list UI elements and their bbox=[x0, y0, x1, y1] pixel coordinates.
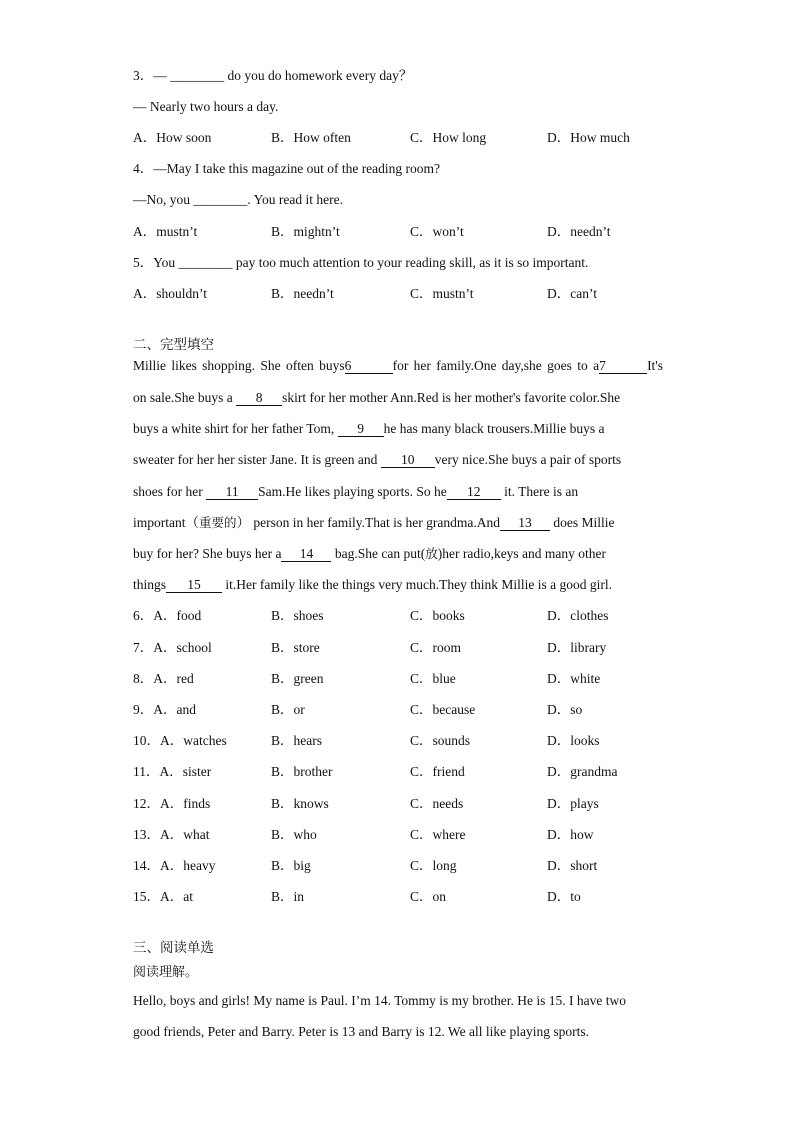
section-3-subheading: 阅读理解。 bbox=[133, 965, 199, 980]
passage-text: buy for her? She buys her a bbox=[133, 546, 282, 561]
blank-13: 13 bbox=[500, 516, 550, 531]
q5-prefix: 5．You bbox=[133, 255, 179, 270]
q5-suffix: pay too much attention to your reading skill, as it is so important. bbox=[232, 255, 589, 270]
cloze-option-b: B．knows bbox=[271, 796, 329, 811]
q5-option-c: C．mustn’t bbox=[410, 286, 474, 301]
cloze-option-b: B．who bbox=[271, 827, 317, 842]
cloze-option-d: D．short bbox=[547, 858, 598, 873]
passage-line-8 bbox=[133, 576, 612, 594]
q3-option-c: C．How long bbox=[410, 130, 487, 145]
cloze-option-c: C．because bbox=[410, 702, 476, 717]
cloze-option-b: B．shoes bbox=[271, 608, 324, 623]
passage-text: It's bbox=[647, 358, 663, 373]
passage-text: he has many black trousers.Millie buys a bbox=[383, 421, 605, 436]
q4-answer bbox=[133, 191, 343, 209]
cloze-option-a: 9．A．and bbox=[133, 702, 196, 717]
passage-text: for her family.One day,she goes to a bbox=[392, 358, 600, 373]
cloze-row bbox=[133, 826, 673, 844]
q3-number: 3．— bbox=[133, 68, 167, 83]
cloze-option-c: C．where bbox=[410, 827, 466, 842]
cloze-option-d: D．how bbox=[547, 827, 594, 842]
q3-answer: — Nearly two hours a day. bbox=[133, 99, 279, 114]
reading-paragraph-line-1: Hello, boys and girls! My name is Paul. I’m 14. Tommy is my brother. He is 15. I have two bbox=[133, 993, 627, 1008]
passage-text: it.Her family like the things very much.They think Millie is a good girl. bbox=[222, 577, 612, 592]
q4-options bbox=[133, 223, 673, 241]
passage-line-7 bbox=[133, 545, 606, 563]
q5-option-b: B．needn’t bbox=[271, 286, 334, 301]
section-2-heading: 二、完型填空 bbox=[133, 337, 214, 353]
passage-text: things bbox=[133, 577, 167, 592]
passage-text: skirt for her mother Ann.Red is her mother's favorite color.She bbox=[282, 390, 621, 405]
cloze-row bbox=[133, 670, 673, 688]
cloze-option-c: C．long bbox=[410, 858, 457, 873]
cloze-option-c: C．books bbox=[410, 608, 465, 623]
cloze-option-a: 10．A．watches bbox=[133, 733, 227, 748]
q4-option-c: C．won’t bbox=[410, 224, 464, 239]
cloze-row bbox=[133, 732, 673, 750]
q3-option-b: B．How often bbox=[271, 130, 351, 145]
passage-chinese-gloss: 放 bbox=[425, 546, 438, 561]
passage-text: it. There is an bbox=[500, 484, 579, 499]
passage-text: shoes for her bbox=[133, 484, 207, 499]
cloze-option-c: C．friend bbox=[410, 764, 465, 779]
cloze-row bbox=[133, 795, 673, 813]
blank-11: 11 bbox=[206, 485, 258, 500]
cloze-option-b: B．big bbox=[271, 858, 311, 873]
passage-text: buys a white shirt for her father Tom, bbox=[133, 421, 338, 436]
cloze-option-d: D．library bbox=[547, 640, 607, 655]
cloze-option-d: D．white bbox=[547, 671, 601, 686]
cloze-option-b: B．hears bbox=[271, 733, 322, 748]
passage-text: Sam.He likes playing sports. So he bbox=[258, 484, 447, 499]
passage-chinese-gloss: 重要的 bbox=[199, 515, 237, 530]
q3-option-a: A．How soon bbox=[133, 130, 212, 145]
passage-text: important（ bbox=[133, 515, 199, 530]
passage-line-3 bbox=[133, 420, 604, 438]
blank-7: 7 bbox=[599, 359, 647, 374]
cloze-option-a: 7．A．school bbox=[133, 640, 212, 655]
q5-option-d: D．can’t bbox=[547, 286, 597, 301]
passage-text: sweater for her her sister Jane. It is green and bbox=[133, 452, 381, 467]
cloze-option-a: 13．A．what bbox=[133, 827, 210, 842]
cloze-row bbox=[133, 888, 673, 906]
passage-line-4 bbox=[133, 451, 621, 469]
cloze-option-a: 6．A．food bbox=[133, 608, 202, 623]
cloze-row bbox=[133, 639, 673, 657]
blank-6: 6 bbox=[345, 359, 393, 374]
cloze-row bbox=[133, 763, 673, 781]
cloze-option-c: C．on bbox=[410, 889, 447, 904]
blank-12: 12 bbox=[447, 485, 501, 500]
blank-10: 10 bbox=[381, 453, 435, 468]
q3-options bbox=[133, 129, 673, 147]
passage-line-1 bbox=[133, 358, 663, 374]
cloze-option-c: C．needs bbox=[410, 796, 464, 811]
cloze-option-a: 12．A．finds bbox=[133, 796, 211, 811]
passage-text: very nice.She buys a pair of sports bbox=[434, 452, 622, 467]
passage-text: ） person in her family.That is her grandma.And bbox=[236, 515, 500, 530]
cloze-option-c: C．room bbox=[410, 640, 462, 655]
cloze-option-b: B．store bbox=[271, 640, 320, 655]
q3-text: do you do homework every day？ bbox=[227, 68, 413, 83]
passage-line-2 bbox=[133, 389, 620, 407]
cloze-option-c: C．sounds bbox=[410, 733, 471, 748]
q5-blank: ________ bbox=[178, 255, 233, 270]
q4-option-b: B．mightn’t bbox=[271, 224, 340, 239]
cloze-row bbox=[133, 607, 673, 625]
blank-14: 14 bbox=[281, 547, 331, 562]
passage-line-5 bbox=[133, 483, 578, 501]
passage-text: does Millie bbox=[549, 515, 615, 530]
q4-option-a: A．mustn’t bbox=[133, 224, 198, 239]
q4-blank: ________ bbox=[193, 192, 248, 207]
passage-line-6 bbox=[133, 514, 614, 532]
q4-answer-prefix: —No, you bbox=[133, 192, 194, 207]
cloze-option-c: C．blue bbox=[410, 671, 456, 686]
passage-text: )her radio,keys and many other bbox=[437, 546, 607, 561]
q4-answer-suffix: . You read it here. bbox=[247, 192, 343, 207]
section-3-heading: 三、阅读单选 bbox=[133, 940, 214, 956]
question-5 bbox=[133, 254, 588, 272]
cloze-row bbox=[133, 857, 673, 875]
passage-text: on sale.She buys a bbox=[133, 390, 237, 405]
cloze-option-d: D．clothes bbox=[547, 608, 609, 623]
reading-paragraph-line-2: good friends, Peter and Barry. Peter is 13 and Barry is 12. We all like playing sports. bbox=[133, 1024, 589, 1039]
question-4: 4．—May I take this magazine out of the reading room? bbox=[133, 161, 441, 176]
q5-options bbox=[133, 285, 673, 303]
cloze-option-b: B．in bbox=[271, 889, 305, 904]
cloze-option-a: 8．A．red bbox=[133, 671, 194, 686]
q5-option-a: A．shouldn’t bbox=[133, 286, 208, 301]
cloze-option-a: 11．A．sister bbox=[133, 764, 212, 779]
passage-text: bag.She can put( bbox=[331, 546, 426, 561]
passage-text: Millie likes shopping. She often buys bbox=[133, 358, 345, 373]
cloze-option-d: D．so bbox=[547, 702, 583, 717]
cloze-option-d: D．plays bbox=[547, 796, 599, 811]
cloze-option-d: D．to bbox=[547, 889, 581, 904]
cloze-option-b: B．brother bbox=[271, 764, 333, 779]
cloze-option-a: 14．A．heavy bbox=[133, 858, 216, 873]
cloze-option-d: D．grandma bbox=[547, 764, 618, 779]
q4-option-d: D．needn’t bbox=[547, 224, 611, 239]
question-3 bbox=[133, 67, 412, 85]
blank-9: 9 bbox=[338, 422, 384, 437]
q3-option-d: D．How much bbox=[547, 130, 630, 145]
q3-blank: ________ bbox=[170, 68, 225, 83]
cloze-option-a: 15．A．at bbox=[133, 889, 193, 904]
cloze-option-b: B．green bbox=[271, 671, 324, 686]
blank-15: 15 bbox=[166, 578, 222, 593]
cloze-option-d: D．looks bbox=[547, 733, 600, 748]
cloze-option-b: B．or bbox=[271, 702, 305, 717]
cloze-row bbox=[133, 701, 673, 719]
blank-8: 8 bbox=[236, 391, 282, 406]
